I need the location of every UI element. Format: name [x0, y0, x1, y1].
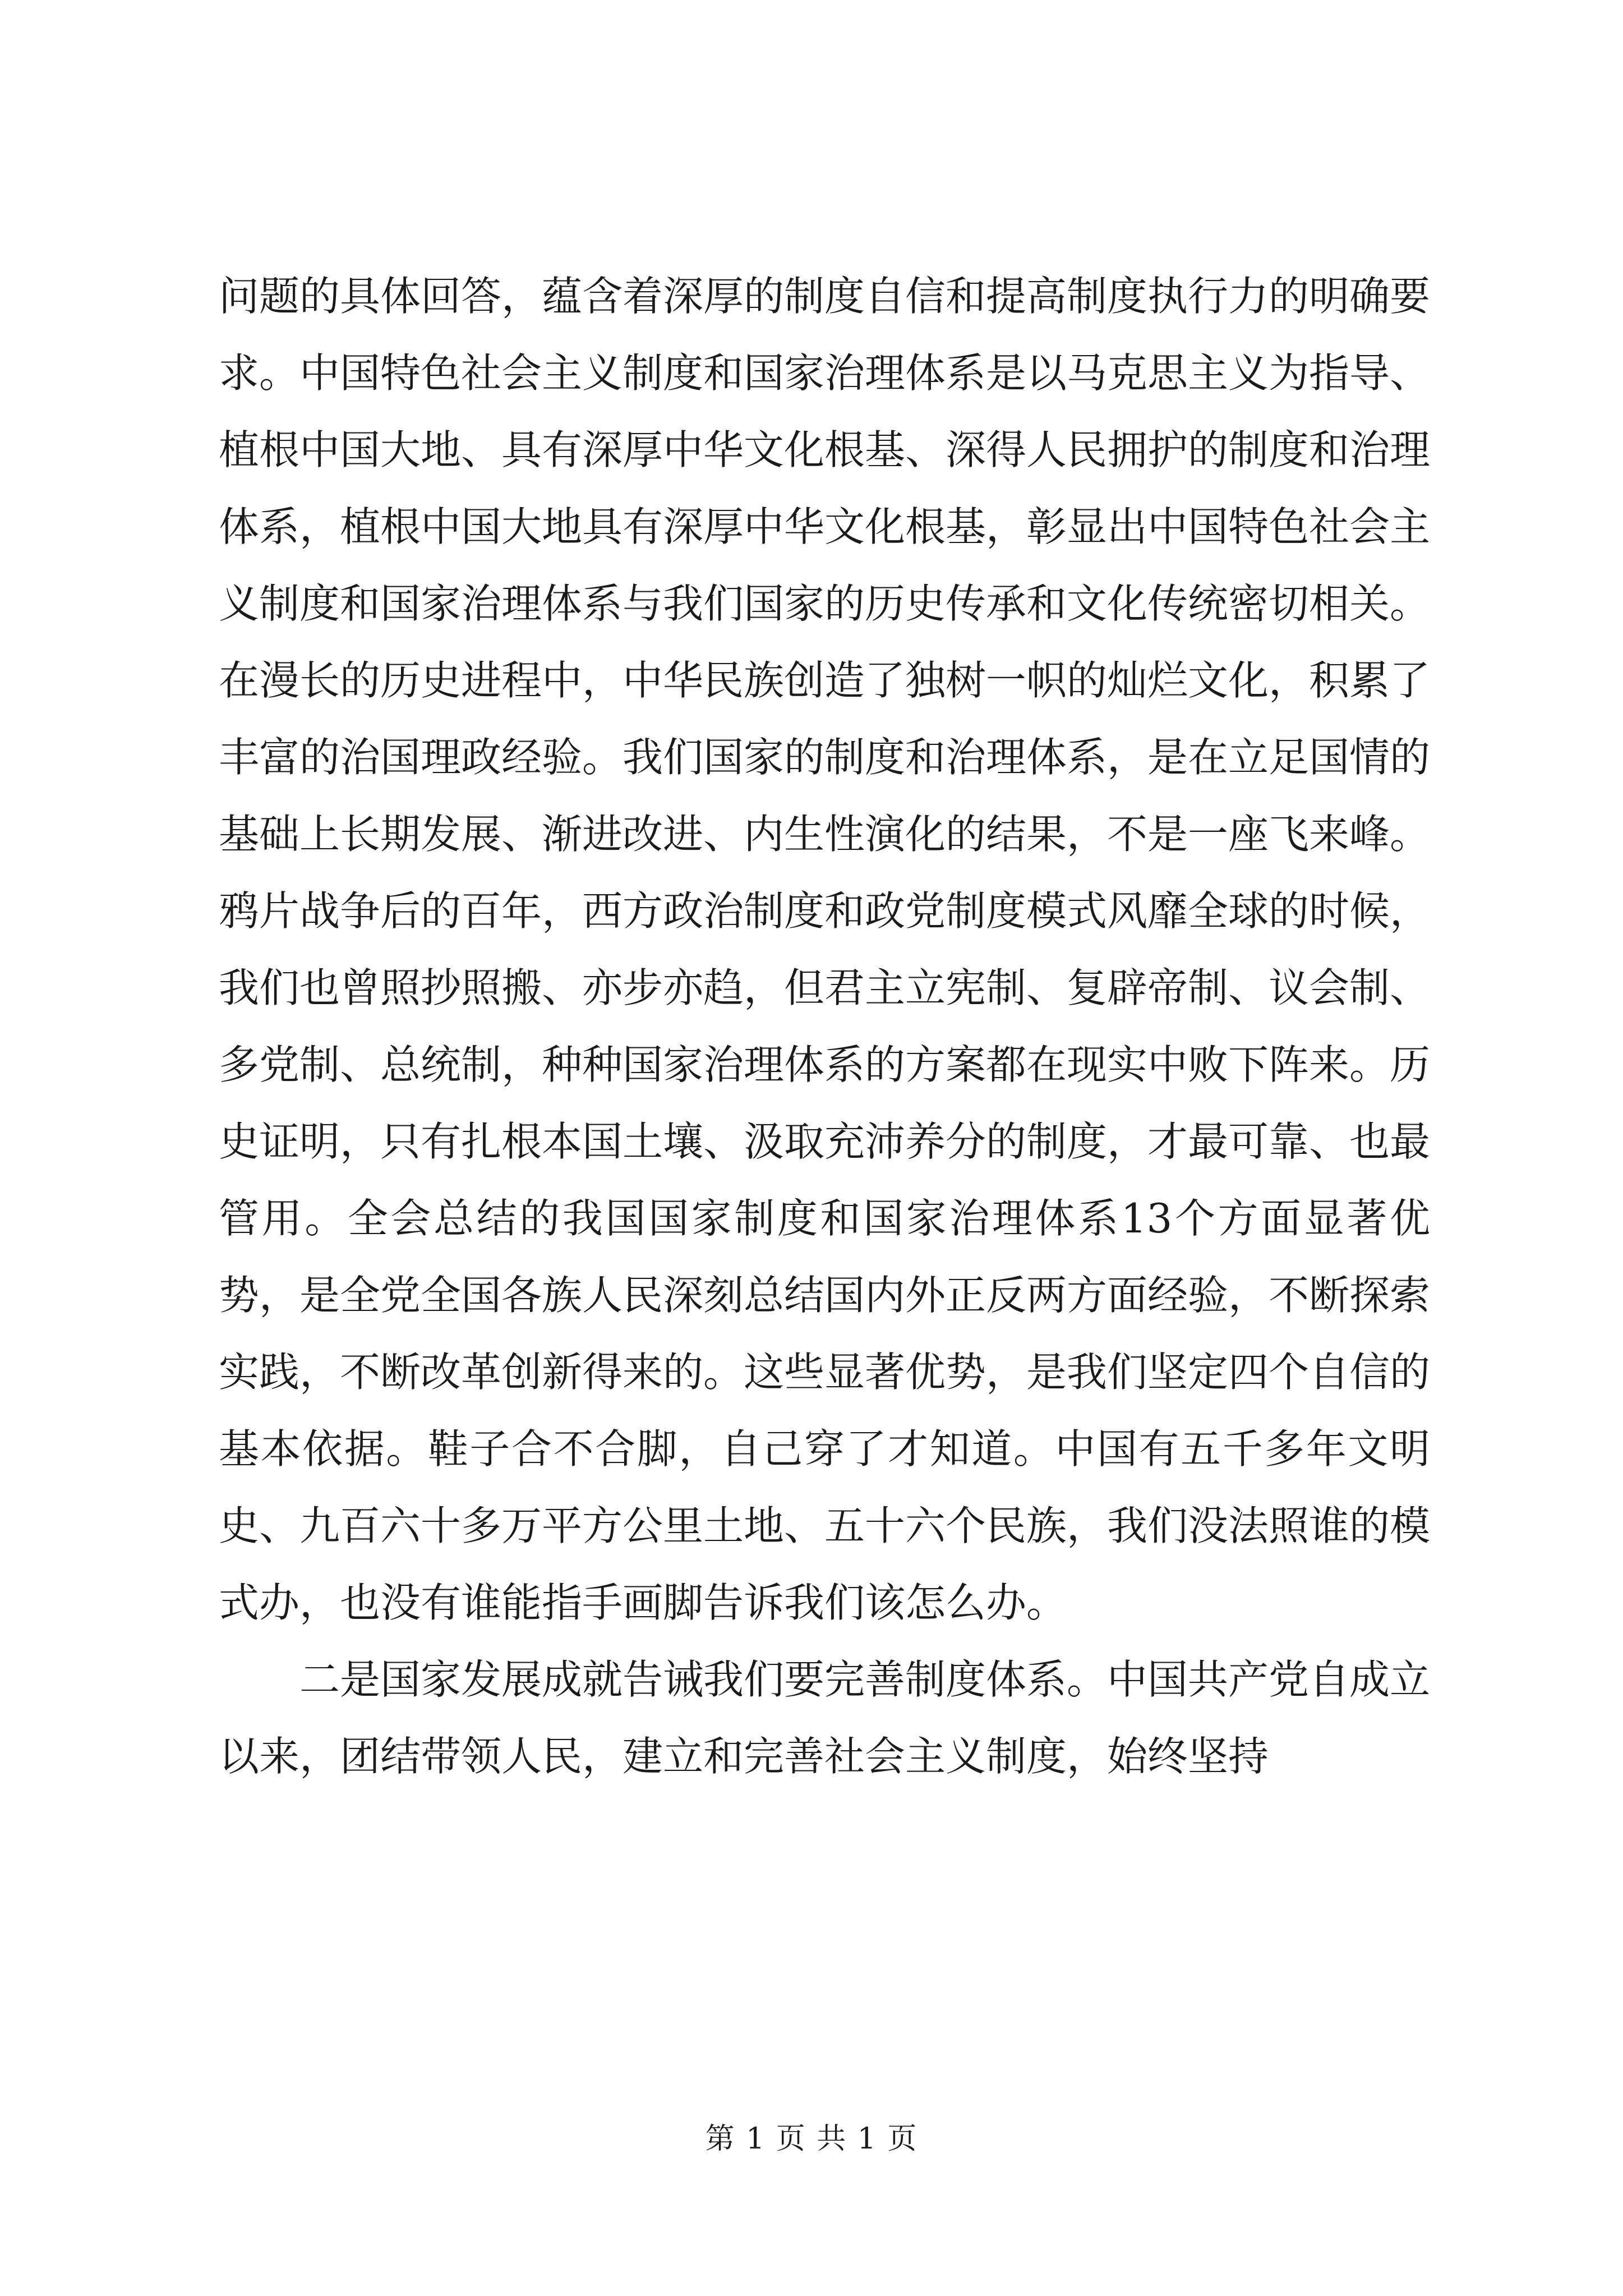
page-footer: 第 1 页 共 1 页: [705, 2122, 918, 2156]
document-body: [219, 258, 1430, 1795]
paragraph-1: 问题的具体回答，蕴含着深厚的制度自信和提高制度执行力的明确要求。中国特色社会主义制度和国家治理体系是以马克思主义为指导、植根中国大地、具有深厚中华文化根基、深得人民拥护的制度和治理体系，植根中国大地具有深厚中华文化根基，彰显出中国特色社会主义制度和国家治理体系与我们国家的历史传承和文化传统密切相关。在漫长的历史进程中，中华民族创造了独树一帜的灿烂文化，积累了丰富的治国理政经验。我们国家的制度和治理体系，是在立足国情的基础上长期发展、渐进改进、内生性演化的结果，不是一座飞来峰。鸦片战争后的百年，西方政治制度和政党制度模式风靡全球的时候，我们也曾照抄照搬、亦步亦趋，但君主立宪制、复辟帝制、议会制、多党制、总统制，种种国家治理体系的方案都在现实中败下阵来。历史证明，只有扎根本国土壤、汲取充沛养分的制度，才最可靠、也最管用。全会总结的我国国家制度和国家治理体系13个方面显著优势，是全党全国各族人民深刻总结国内外正反两方面经验，不断探索实践，不断改革创新得来的。这些显著优势，是我们坚定四个自信的基本依据。鞋子合不合脚，自己穿了才知道。中国有五千多年文明史、九百六十多万平方公里土地、五十六个民族，我们没法照谁的模式办，也没有谁能指手画脚告诉我们该怎么办。: [219, 273, 1431, 1626]
paragraph-2: 二是国家发展成就告诫我们要完善制度体系。中国共产党自成立以来，团结带领人民，建立和完善社会主义制度，始终坚持: [219, 1656, 1431, 1780]
